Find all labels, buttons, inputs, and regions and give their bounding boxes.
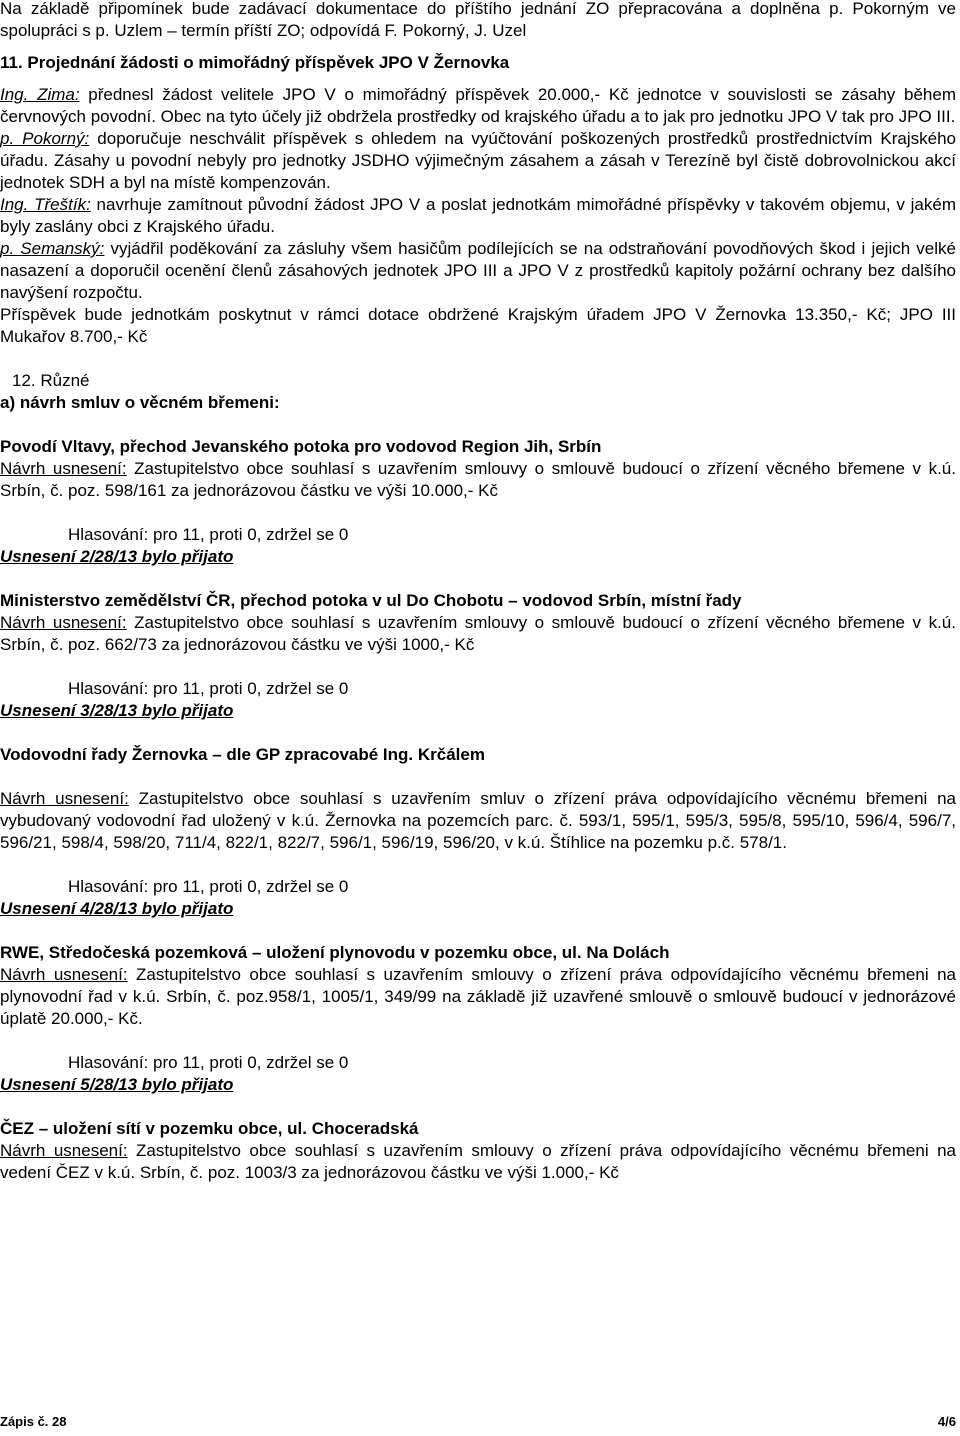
speaker-zima: Ing. Zima:	[0, 85, 80, 104]
vote-result: Hlasování: pro 11, proti 0, zdržel se 0	[68, 679, 349, 698]
resolution-status: Usnesení 5/28/13 bylo přijato	[0, 1075, 234, 1094]
easement-title: Povodí Vltavy, přechod Jevanského potoka pro vodovod Region Jih, Srbín	[0, 437, 602, 456]
proposal-label: Návrh usnesení:	[0, 613, 127, 632]
proposal-label: Návrh usnesení:	[0, 1141, 128, 1160]
s11-paragraph-contribution: Příspěvek bude jednotkám poskytnut v rámci dotace obdržené Krajským úřadem JPO V Žernovka 13.350,- Kč; JPO III Mukařov 8.700,- Kč	[0, 305, 956, 346]
speaker-pokorny: p. Pokorný:	[0, 129, 90, 148]
resolution-status: Usnesení 3/28/13 bylo přijato	[0, 701, 234, 720]
easement-title: Ministerstvo zemědělství ČR, přechod potoka v ul Do Chobotu – vodovod Srbín, místní řady	[0, 591, 742, 610]
s11-paragraph-trestik: Ing. Třeštík: navrhuje zamítnout původní žádost JPO V a poslat jednotkám mimořádné příspěvky v takovém objemu, v jakém byly zaslány obci z Krajského úřadu.	[0, 195, 956, 236]
proposal-label: Návrh usnesení:	[0, 459, 127, 478]
vote-result: Hlasování: pro 11, proti 0, zdržel se 0	[68, 525, 349, 544]
s11-paragraph-zima: Ing. Zima: přednesl žádost velitele JPO V o mimořádný příspěvek 20.000,- Kč jednotce v souvislosti se zásahy během červnových povodní. Obec na tyto účely již obdržela prostředky od krajského úřadu a to jak pro jednotku JPO V tak pro JPO III.	[0, 85, 956, 126]
page-footer	[0, 1414, 956, 1430]
s11-paragraph-pokorny: p. Pokorný: doporučuje neschválit příspěvek s ohledem na vyúčtování poškozených prostředků prostřednictvím Krajského úřadu. Zásahy u povodní nebyly pro jednotky JSDHO výjimečným zásahem a zásah v Terezíně byl čistě dobrovolnickou akcí jednotek SDH a byl na místě kompenzován.	[0, 129, 956, 192]
resolution-proposal: Návrh usnesení: Zastupitelstvo obce souhlasí s uzavřením smlouvy o smlouvě budoucí o zřízení věcného břemene v k.ú. Srbín, č. poz. 598/161 za jednorázovou částku ve výši 10.000,- Kč	[0, 459, 956, 500]
resolution-status: Usnesení 2/28/13 bylo přijato	[0, 547, 234, 566]
resolution-proposal: Návrh usnesení: Zastupitelstvo obce souhlasí s uzavřením smlouvy o smlouvě budoucí o zřízení věcného břemene v k.ú. Srbín, č. poz. 662/73 za jednorázovou částku ve výši 1000,- Kč	[0, 613, 956, 654]
intro-paragraph: Na základě připomínek bude zadávací dokumentace do příštího jednání ZO přepracována a doplněna p. Pokorným ve spolupráci s p. Uzlem – termín příští ZO; odpovídá F. Pokorný, J. Uzel	[0, 0, 956, 40]
section-12-title: 12. Různé	[12, 371, 90, 390]
proposal-label: Návrh usnesení:	[0, 965, 128, 984]
section-11-title: 11. Projednání žádosti o mimořádný příspěvek JPO V Žernovka	[0, 53, 510, 72]
easement-title: ČEZ – uložení sítí v pozemku obce, ul. Choceradská	[0, 1119, 419, 1138]
vote-result: Hlasování: pro 11, proti 0, zdržel se 0	[68, 1053, 349, 1072]
resolution-status: Usnesení 4/28/13 bylo přijato	[0, 899, 234, 918]
easement-title: RWE, Středočeská pozemková – uložení plynovodu v pozemku obce, ul. Na Dolách	[0, 943, 670, 962]
proposal-label: Návrh usnesení:	[0, 789, 129, 808]
resolution-proposal: Návrh usnesení: Zastupitelstvo obce souhlasí s uzavřením smluv o zřízení práva odpovídajícího věcnému břemeni na vybudovaný vodovodní řad uložený v k.ú. Žernovka na pozemcích parc. č. 593/1, 595/1, 595/3, 595/8, 595/10, 596/4, 596/7, 596/21, 598/4, 598/20, 711/4, 822/1, 822/7, 596/1, 596/19, 596/20, v k.ú. Štíhlice na pozemku p.č. 578/1.	[0, 789, 957, 852]
speaker-trestik: Ing. Třeštík:	[0, 195, 91, 214]
resolution-proposal: Návrh usnesení: Zastupitelstvo obce souhlasí s uzavřením smlouvy o zřízení práva odpovídajícího věcnému břemeni na vedení ČEZ v k.ú. Srbín, č. poz. 1003/3 za jednorázovou částku ve výši 1.000,- Kč	[0, 1141, 957, 1182]
easement-title: Vodovodní řady Žernovka – dle GP zpracovabé Ing. Krčálem	[0, 745, 485, 764]
s11-paragraph-semansky: p. Semanský: vyjádřil poděkování za zásluhy všem hasičům podílejících se na odstraňování povodňových škod i jejich velké nasazení a doporučil ocenění členů zásahových jednotek JPO III a JPO V z prostředků kapitoly požární ochrany bez dalšího navýšení rozpočtu.	[0, 239, 956, 302]
vote-result: Hlasování: pro 11, proti 0, zdržel se 0	[68, 877, 349, 896]
resolution-proposal: Návrh usnesení: Zastupitelstvo obce souhlasí s uzavřením smlouvy o zřízení práva odpovídajícího věcnému břemeni na plynovodní řad v k.ú. Srbín, č. poz.958/1, 1005/1, 349/99 na základě již uzavřené smlouvě o smlouvě budoucí v jednorázové úplatě 20.000,- Kč.	[0, 965, 957, 1028]
section-12-subtitle: a) návrh smluv o věcném břemeni:	[0, 393, 280, 412]
footer-document-number: Zápis č. 28	[0, 1414, 67, 1429]
footer-page-number: 4/6	[937, 1414, 956, 1429]
speaker-semansky: p. Semanský:	[0, 239, 105, 258]
